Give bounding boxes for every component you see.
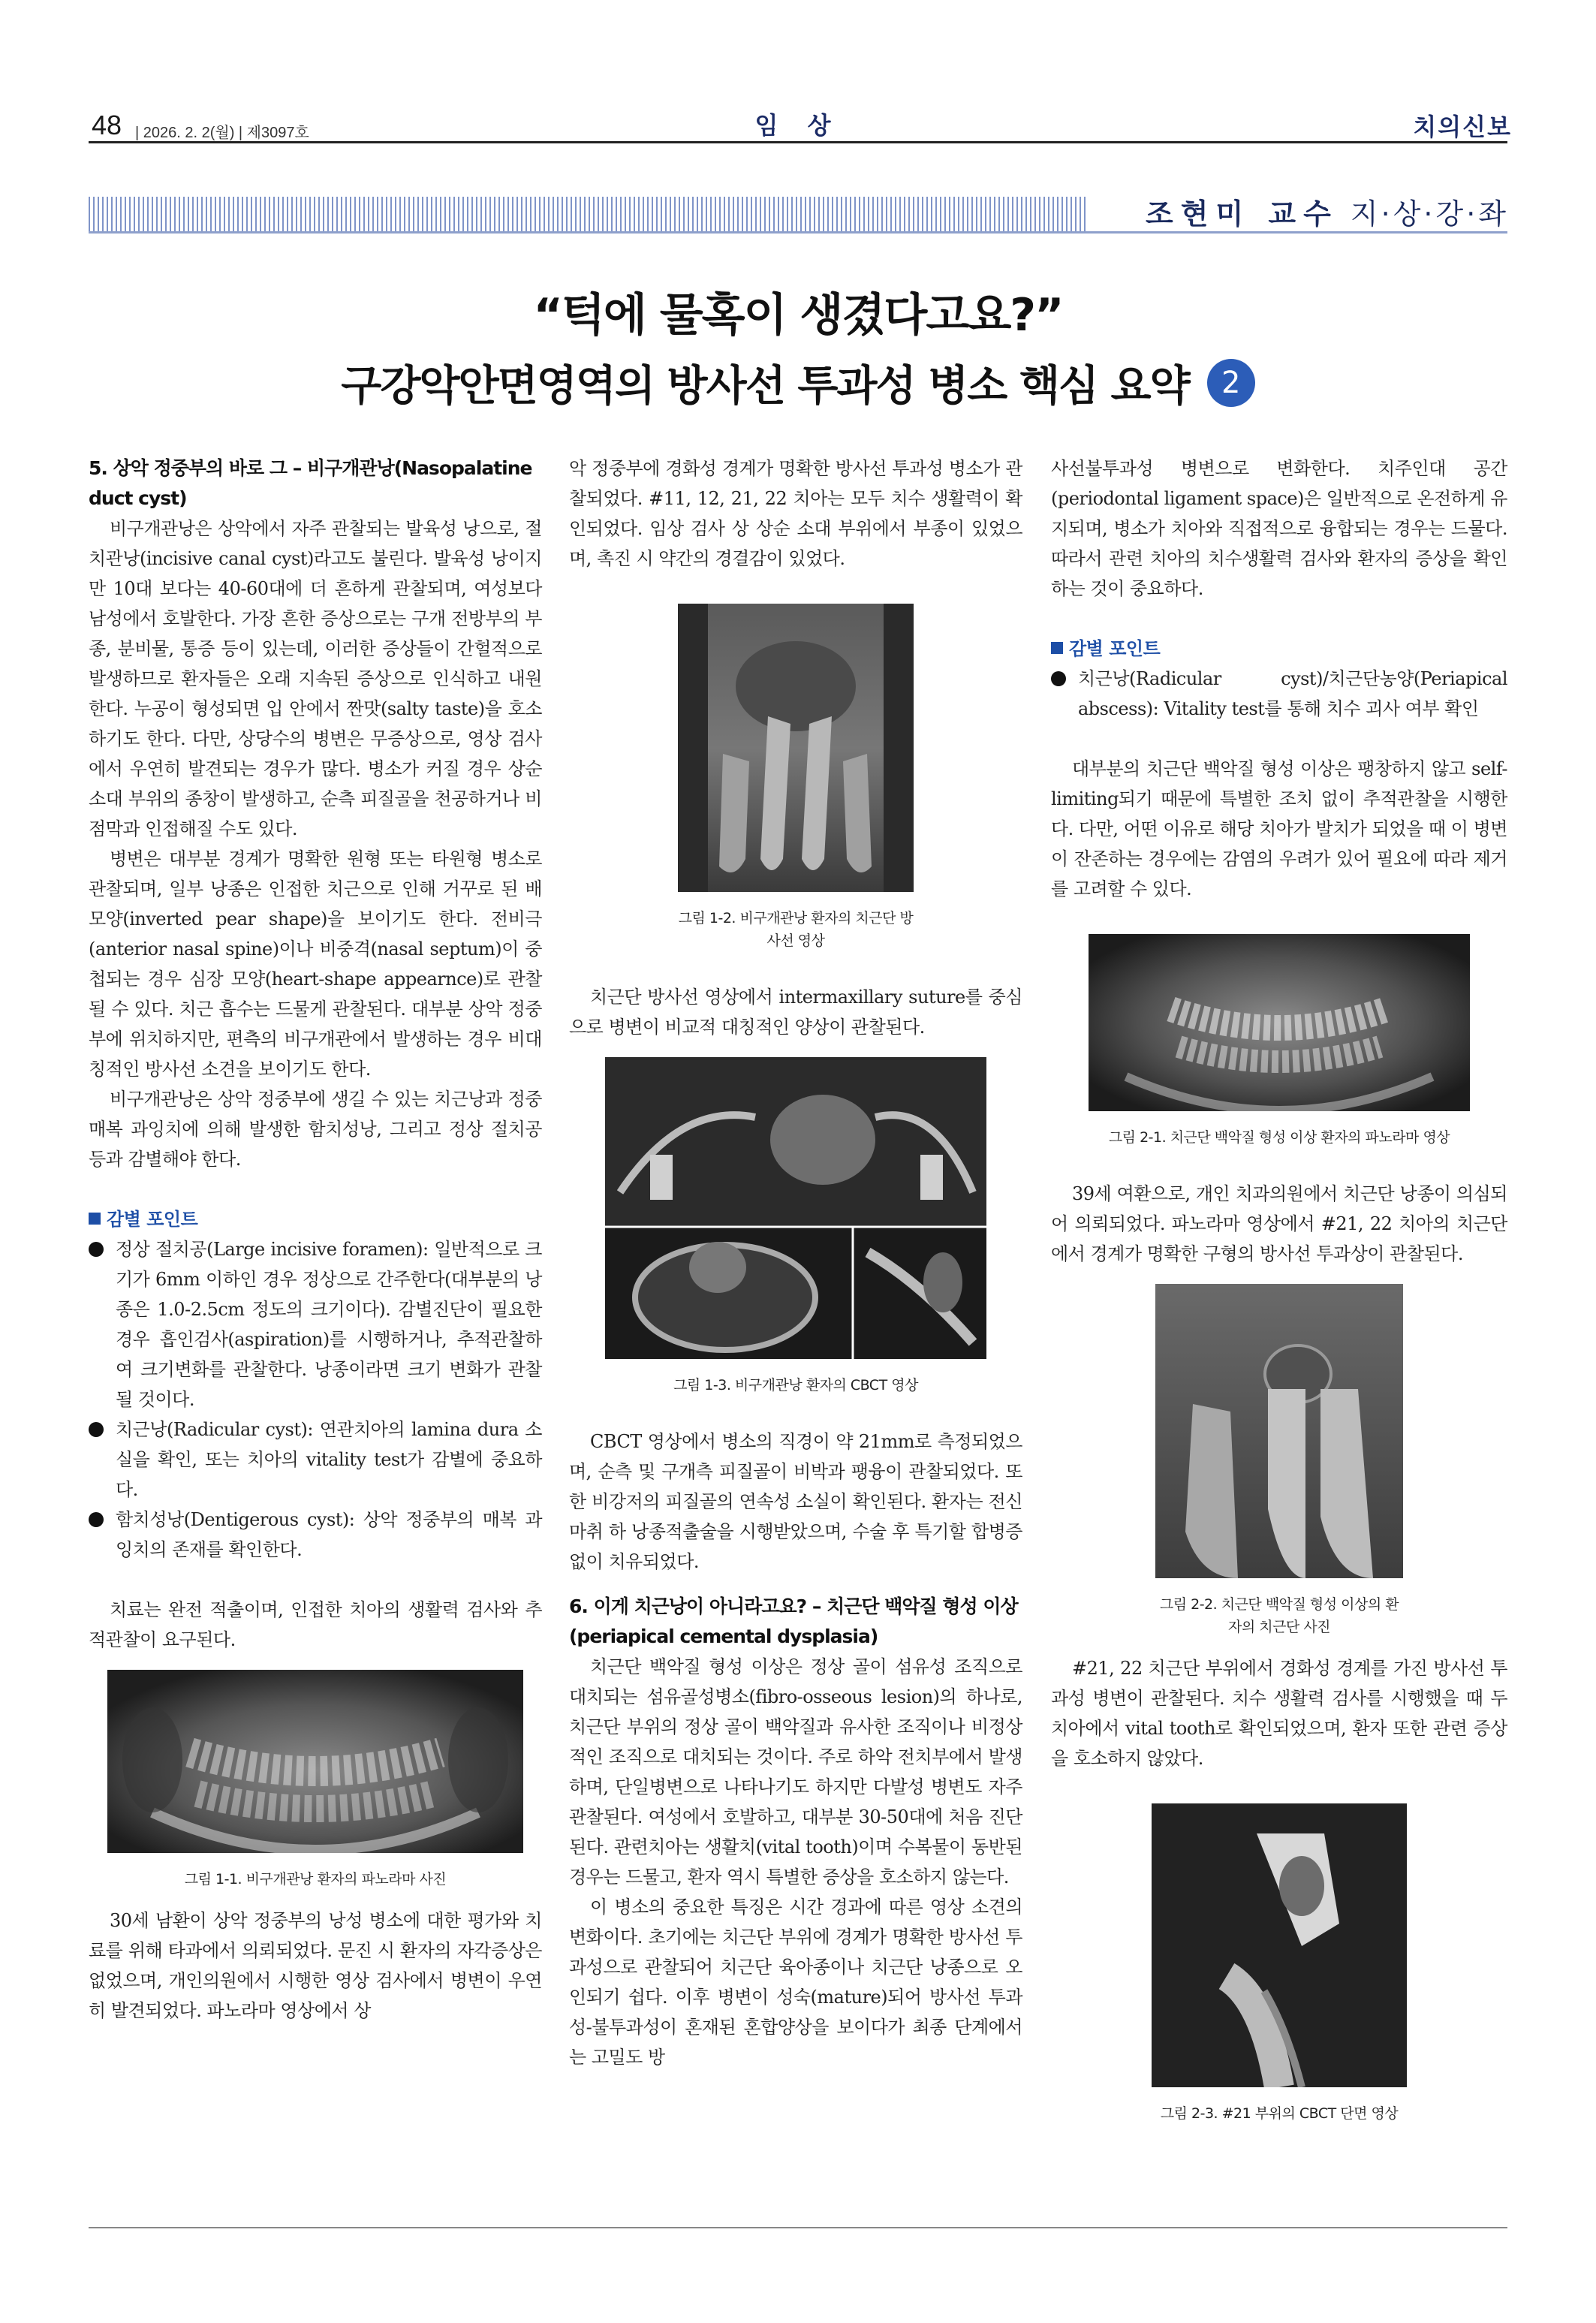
body-paragraph: CBCT 영상에서 병소의 직경이 약 21mm로 측정되었으며, 순측 및 구개측 피질골이 비박과 팽융이 관찰되었다. 또한 비강저의 피질골의 연속성 소실이 확인된다. 환자는 전신마취 하 낭종적출술을 시행받았으며, 수술 후 특기할 합병증 없이 치유되었다. bbox=[569, 1431, 1022, 1572]
body-paragraph: 비구개관낭은 상악에서 자주 관찰되는 발육성 낭으로, 절치관낭(incisive canal cyst)라고도 불린다. 발육성 낭이지만 10대 보다는 40-60대에 더 흔하게 관찰되며, 여성보다 남성에서 호발한다. 가장 흔한 증상으로는 구개 전방부의 부종, 분비물, 통증 등이 있는데, 이러한 증상들이 간헐적으로 발생하므로 환자들은 오래 지속된 증상으로 인식하고 내원한다. 누공이 형성되면 입 안에서 짠맛(salty taste)을 호소하기도 한다. 다만, 상당수의 병변은 무증상으로, 영상 검사에서 우연히 발견되는 경우가 많다. 병소가 커질 경우 상순 소대 부위의 종창이 발생하고, 순측 피질골을 천공하거나 비점막과 인접해질 수도 있다. bbox=[89, 518, 542, 839]
body-paragraph: 39세 여환으로, 개인 치과의원에서 치근단 낭종이 의심되어 의뢰되었다. 파노라마 영상에서 #21, 22 치아의 치근단에서 경계가 명확한 구형의 방사선 투과상이 관찰된다. bbox=[1051, 1183, 1507, 1264]
figure-caption: 그림 1-2. 비구개관낭 환자의 치근단 방사선 영상 bbox=[678, 910, 914, 949]
cbct-image-set bbox=[605, 1057, 986, 1359]
section-6-heading: 6. 이게 치근낭이 아니라고요? – 치근단 백악질 형성 이상(periapical cemental dysplasia) bbox=[569, 1595, 1018, 1647]
differential-point-title: 감별 포인트 bbox=[89, 1204, 542, 1234]
body-paragraph: #21, 22 치근단 부위에서 경화성 경계를 가진 방사선 투과성 병변이 관찰된다. 치수 생활력 검사를 시행했을 때 두 치아에서 vital tooth로 확인되었으며, 환자 또한 관련 증상을 호소하지 않았다. bbox=[1051, 1658, 1507, 1769]
figure-2-1 bbox=[1089, 934, 1470, 1149]
column-3 bbox=[1051, 453, 1507, 2125]
body-paragraph: 비구개관낭은 상악 정중부에 생길 수 있는 치근낭과 정중 매복 과잉치에 의해 발생한 함치성낭, 그리고 정상 절치공 등과 감별해야 한다. bbox=[89, 1089, 542, 1170]
bullet-item: 치근낭(Radicular cyst)/치근단농양(Periapical abscess): Vitality test를 통해 치수 괴사 여부 확인 bbox=[1051, 664, 1507, 724]
differential-point-title: 감별 포인트 bbox=[1051, 634, 1507, 664]
article-subtitle: 구강악안면영역의 방사선 투과성 병소 핵심 요약 bbox=[341, 362, 1189, 411]
part-number-badge: 2 bbox=[1207, 359, 1255, 407]
body-paragraph: 치료는 완전 적출이며, 인접한 치아의 생활력 검사와 추적관찰이 요구된다. bbox=[89, 1599, 542, 1650]
page-number: 48 bbox=[92, 110, 122, 140]
series-stripe-decoration bbox=[89, 197, 1089, 233]
section-name: 임 상 bbox=[754, 111, 842, 140]
body-paragraph: 이 병소의 중요한 특징은 시간 경과에 따른 영상 소견의 변화이다. 초기에는 치근단 부위에 경계가 명확한 방사선 투과성으로 관찰되어 치근단 육아종이나 치근단 낭종으로 오인되기 쉽다. 이후 병변이 성숙(mature)되어 방사선 투과성-불투과성이 혼재된 혼합양상을 보이다가 최종 단계에서는 고밀도 방 bbox=[569, 1897, 1022, 2068]
figure-caption: 그림 2-2. 치근단 백악질 형성 이상의 환자의 치근단 사진 bbox=[1159, 1596, 1399, 1635]
periapical-xray-image bbox=[1155, 1284, 1403, 1578]
bullet-item: 정상 절치공(Large incisive foramen): 일반적으로 크기가 6mm 이하인 경우 정상으로 간주한다(대부분의 낭종은 1.0-2.5cm 정도의 크기이다). 감별진단이 필요한 경우 흡인검사(aspiration)를 시행하거나, 추적관찰하여 크기변화를 관찰한다. 낭종이라면 크기 변화가 관찰될 것이다. bbox=[89, 1234, 542, 1415]
bullet-item: 함치성낭(Dentigerous cyst): 상악 정중부의 매복 과잉치의 존재를 확인한다. bbox=[89, 1505, 542, 1565]
series-banner bbox=[1104, 191, 1509, 232]
body-paragraph: 치근단 방사선 영상에서 intermaxillary suture를 중심으로 병변이 비교적 대칭적인 양상이 관찰된다. bbox=[569, 987, 1022, 1038]
column-2 bbox=[569, 453, 1022, 2072]
bullet-dot-icon bbox=[89, 1242, 104, 1257]
figure-1-1 bbox=[107, 1670, 523, 1891]
body-paragraph: 30세 남환이 상악 정중부의 낭성 병소에 대한 평가와 치료를 위해 타과에서 의뢰되었다. 문진 시 환자의 자각증상은 없었으며, 개인의원에서 시행한 영상 검사에서 병변이 우연히 발견되었다. 파노라마 영상에서 상 bbox=[89, 1910, 542, 2021]
body-paragraph: 대부분의 치근단 백악질 형성 이상은 팽창하지 않고 self-limiting되기 때문에 특별한 조치 없이 추적관찰을 시행한다. 다만, 어떤 이유로 해당 치아가 발치가 되었을 때 이 병변이 잔존하는 경우에는 감염의 우려가 있어 필요에 따라 제거를 고려할 수 있다. bbox=[1051, 758, 1507, 899]
figure-1-2 bbox=[678, 604, 914, 952]
series-column-name: 지·상·강·좌 bbox=[1350, 197, 1509, 230]
body-paragraph: 사선불투과성 병변으로 변화한다. 치주인대 공간(periodontal ligament space)은 일반적으로 온전하게 유지되며, 병소가 치아와 직접적으로 융합되는 경우는 드물다. 따라서 관련 치아의 치수생활력 검사와 환자의 증상을 확인하는 것이 중요하다. bbox=[1051, 458, 1507, 599]
article-title: “턱에 물혹이 생겼다고요?” bbox=[533, 289, 1063, 342]
figure-2-3 bbox=[1152, 1803, 1407, 2125]
figure-caption: 그림 1-1. 비구개관낭 환자의 파노라마 사진 bbox=[184, 1871, 447, 1888]
cbct-cross-section-image bbox=[1152, 1803, 1407, 2087]
panoramic-xray-image bbox=[107, 1670, 523, 1853]
series-author: 조현미 교수 bbox=[1146, 197, 1339, 230]
square-bullet-icon bbox=[1051, 642, 1063, 654]
body-paragraph: 병변은 대부분 경계가 명확한 원형 또는 타원형 병소로 관찰되며, 일부 낭종은 인접한 치근으로 인해 거꾸로 된 배 모양(inverted pear shape)을 보이기도 한다. 전비극(anterior nasal spine)이나 비중격(nasal septum)이 중첩되는 경우 심장 모양(heart-shape appearnce)로 관찰될 수 있다. 치근 흡수는 드물게 관찰된다. 대부분 상악 정중부에 위치하지만, 편측의 비구개관에서 발생하는 경우 비대칭적인 방사선 소견을 보이기도 한다. bbox=[89, 848, 542, 1080]
figure-caption: 그림 2-3. #21 부위의 CBCT 단면 영상 bbox=[1160, 2105, 1399, 2122]
body-paragraph: 악 정중부에 경화성 경계가 명확한 방사선 투과성 병소가 관찰되었다. #11, 12, 21, 22 치아는 모두 치수 생활력이 확인되었다. 임상 검사 상 상순 소대 부위에서 부종이 있었으며, 촉진 시 약간의 경결감이 있었다. bbox=[569, 458, 1022, 569]
column-1 bbox=[89, 453, 542, 2026]
article-subtitle-row bbox=[0, 353, 1596, 413]
figure-caption: 그림 2-1. 치근단 백악질 형성 이상 환자의 파노라마 영상 bbox=[1108, 1129, 1450, 1146]
periapical-xray-image bbox=[678, 604, 914, 892]
bullet-dot-icon bbox=[89, 1512, 104, 1527]
section-5-heading: 5. 상악 정중부의 바로 그 – 비구개관낭(Nasopalatine duct cyst) bbox=[89, 457, 532, 509]
issue-info: | 2026. 2. 2(월) | 제3097호 bbox=[135, 125, 309, 141]
panoramic-xray-image bbox=[1089, 934, 1470, 1111]
figure-1-3 bbox=[605, 1057, 986, 1397]
body-paragraph: 치근단 백악질 형성 이상은 정상 골이 섬유성 조직으로 대치되는 섬유골성병소(fibro-osseous lesion)의 하나로, 치근단 부위의 정상 골이 백악질과 유사한 조직이나 비정상적인 조직으로 대치되는 것이다. 주로 하악 전치부에서 발생하며, 단일병변으로 나타나기도 하지만 다발성 병변도 자주 관찰된다. 여성에서 호발하고, 대부분 30-50대에 처음 진단된다. 관련치아는 생활치(vital tooth)이며 수복물이 동반된 경우는 드물고, 환자 역시 특별한 증상을 호소하지 않는다. bbox=[569, 1656, 1022, 1888]
bullet-dot-icon bbox=[1051, 671, 1066, 686]
bullet-item: 치근낭(Radicular cyst): 연관치아의 lamina dura 소실을 확인, 또는 치아의 vitality test가 감별에 중요하다. bbox=[89, 1415, 542, 1505]
masthead-logo: 치의신보 bbox=[1413, 113, 1512, 141]
footer-divider bbox=[89, 2227, 1507, 2228]
bullet-dot-icon bbox=[89, 1422, 104, 1437]
figure-caption: 그림 1-3. 비구개관낭 환자의 CBCT 영상 bbox=[673, 1377, 918, 1393]
figure-2-2 bbox=[1155, 1284, 1403, 1638]
square-bullet-icon bbox=[89, 1213, 101, 1225]
header-divider bbox=[89, 141, 1507, 143]
